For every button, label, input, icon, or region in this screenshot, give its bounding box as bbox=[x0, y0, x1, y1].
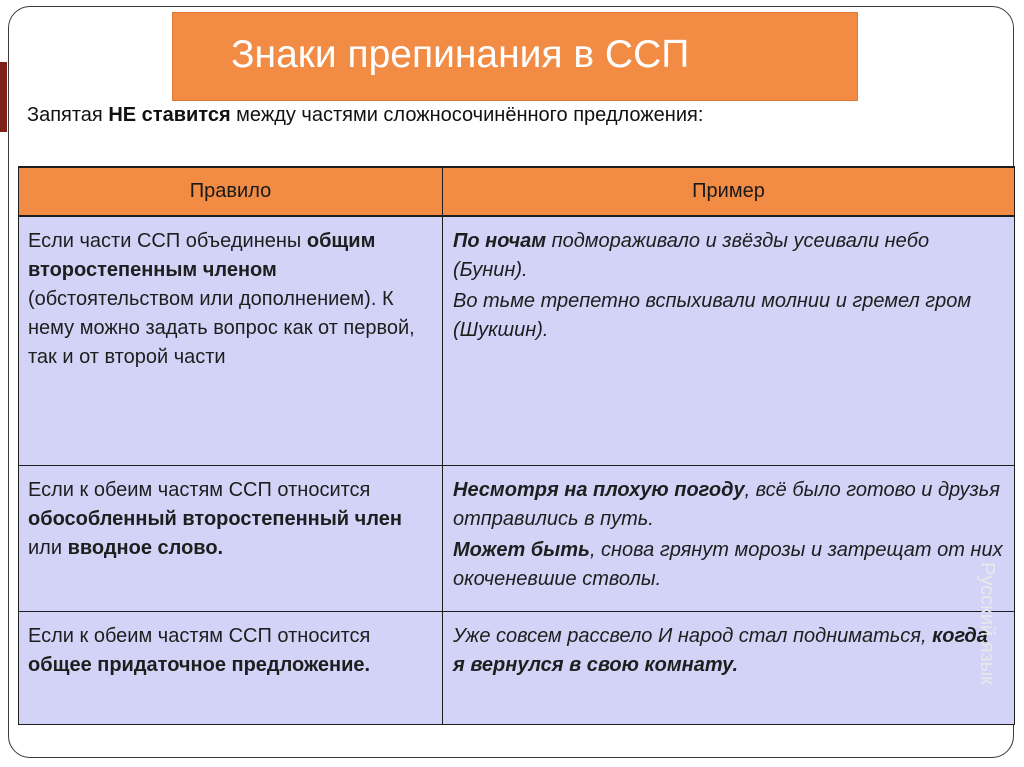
side-label: Русский язык bbox=[976, 562, 998, 685]
rule-text: Если к обеим частям ССП относится bbox=[28, 624, 371, 647]
table-header-row bbox=[19, 167, 1015, 216]
rule-emphasis: вводное слово. bbox=[67, 536, 224, 559]
table-row bbox=[19, 611, 1015, 724]
example-cell bbox=[443, 465, 1015, 611]
example-sentence bbox=[453, 536, 1004, 594]
rule-cell bbox=[19, 216, 443, 465]
example-emphasis: Несмотря на плохую погоду bbox=[453, 478, 745, 501]
rule-text: или bbox=[28, 536, 68, 559]
rule-cell bbox=[19, 465, 443, 611]
title-box bbox=[172, 12, 858, 101]
example-text: , снова грянут морозы и затрещат от них окоченевшие стволы. bbox=[453, 538, 1003, 590]
example-text: Во тьме трепетно вспыхивали молнии и гремел гром (Шукшин). bbox=[453, 290, 972, 341]
rule-text: Если к обеим частям ССП относится bbox=[28, 478, 371, 501]
example-sentence bbox=[453, 287, 1004, 345]
rule-text: (обстоятельством или дополнением). К нему можно задать вопрос как от первой, так и от второй части bbox=[28, 288, 415, 368]
example-cell bbox=[443, 216, 1015, 465]
intro-before: Запятая bbox=[27, 104, 109, 126]
example-text: подмораживало и звёзды усеивали небо (Бунин). bbox=[453, 230, 930, 281]
intro-text bbox=[27, 100, 757, 130]
example-sentence bbox=[453, 622, 1004, 680]
rule-text: Если части ССП объединены bbox=[28, 230, 307, 252]
column-header-example: Пример bbox=[443, 167, 1015, 216]
example-emphasis: Может быть bbox=[453, 538, 590, 561]
example-sentence bbox=[453, 476, 1004, 534]
rules-table bbox=[18, 166, 1015, 725]
example-cell bbox=[443, 611, 1015, 724]
intro-emphasis: НЕ ставится bbox=[108, 104, 231, 126]
table-row bbox=[19, 465, 1015, 611]
rule-emphasis: общее придаточное предложение. bbox=[28, 653, 371, 676]
rule-emphasis: общим второстепенным членом bbox=[28, 230, 376, 281]
example-emphasis: когда я вернулся в свою комнату. bbox=[453, 624, 988, 676]
table-row bbox=[19, 216, 1015, 465]
rule-cell bbox=[19, 611, 443, 724]
rule-emphasis: обособленный второстепенный член bbox=[28, 507, 402, 530]
example-emphasis: По ночам bbox=[453, 230, 547, 252]
intro-after: между частями сложносочинённого предложения: bbox=[230, 104, 704, 126]
column-header-rule: Правило bbox=[19, 167, 443, 216]
example-text: Уже совсем рассвело И народ стал подниматься, bbox=[453, 624, 933, 647]
page-title: Знаки препинания в ССП bbox=[231, 33, 690, 76]
accent-bar bbox=[0, 62, 7, 132]
example-text: , всё было готово и друзья отправились в путь. bbox=[453, 478, 1000, 530]
example-sentence bbox=[453, 227, 1004, 285]
